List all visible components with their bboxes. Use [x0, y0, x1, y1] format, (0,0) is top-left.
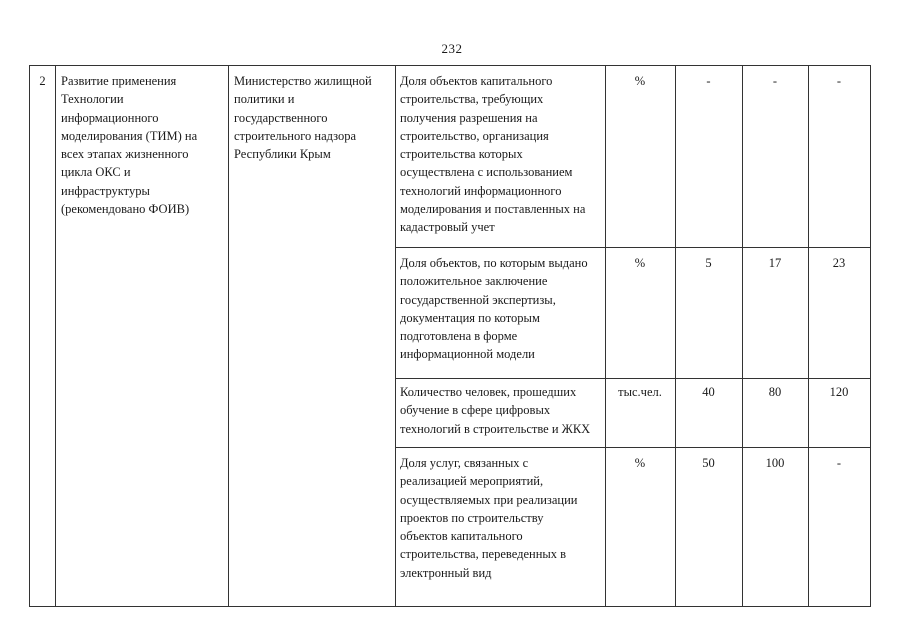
indicator-unit: тыс.чел. — [618, 385, 662, 399]
text-line: кадастровый учет — [400, 220, 495, 235]
text-line: моделирования и поставленных на — [400, 202, 586, 217]
text-line: Министерство жилищной — [234, 74, 372, 88]
row-divider — [395, 447, 870, 448]
text-line: осуществлена с использованием — [400, 165, 573, 180]
text-line: строительного надзора — [234, 128, 357, 143]
column-divider — [395, 66, 396, 606]
indicator-value: - — [836, 456, 842, 470]
indicator-value: 40 — [702, 385, 715, 399]
text-line: государственной экспертизы, — [400, 292, 556, 307]
indicator-value: - — [706, 74, 711, 88]
indicator-value: - — [772, 74, 778, 88]
indicator-unit: % — [634, 74, 646, 88]
text-line: строительства которых — [400, 147, 523, 162]
indicator-value: 5 — [705, 256, 712, 270]
text-line: строительства, требующих — [400, 92, 544, 107]
measure-cell — [61, 72, 197, 218]
text-line: инфраструктуры — [61, 183, 150, 198]
text-line: Технологии — [61, 92, 124, 107]
indicator-name — [400, 454, 578, 582]
column-divider — [742, 66, 743, 606]
column-divider — [605, 66, 606, 606]
indicator-unit: % — [634, 256, 646, 270]
text-line: подготовлена в форме — [400, 329, 518, 344]
indicator-value: 50 — [702, 456, 715, 470]
text-line: технологий в строительстве и ЖКХ — [400, 421, 591, 436]
text-line: моделирования (ТИМ) на — [61, 128, 198, 143]
text-line: информационной модели — [400, 347, 535, 362]
text-line: получения разрешения на — [400, 110, 538, 125]
indicator-value: 100 — [765, 456, 785, 470]
column-divider — [675, 66, 676, 606]
indicator-name — [400, 72, 585, 237]
text-line: технологий информационного — [400, 183, 562, 198]
column-divider — [55, 66, 56, 606]
indicator-value: 17 — [768, 256, 782, 270]
indicator-value: 120 — [829, 385, 849, 399]
text-line: проектов по строительству — [400, 510, 544, 525]
row-divider — [395, 378, 870, 379]
text-line: информационного — [61, 110, 159, 125]
column-divider — [228, 66, 229, 606]
text-line: всех этапах жизненного — [61, 147, 189, 162]
row-number: 2 — [39, 74, 46, 88]
text-line: строительства, переведенных в — [400, 547, 567, 562]
page-number: 232 — [441, 41, 463, 56]
text-line: Развитие применения — [61, 74, 177, 88]
row-divider — [395, 247, 870, 248]
text-line: строительство, организация — [400, 128, 549, 143]
text-line: цикла ОКС и — [61, 165, 131, 180]
indicator-value: 23 — [832, 256, 846, 270]
text-line: положительное заключение — [400, 274, 548, 289]
text-line: Доля объектов капитального — [400, 74, 553, 88]
text-line: документация по которым — [400, 310, 540, 325]
text-line: электронный вид — [400, 565, 492, 580]
column-divider — [808, 66, 809, 606]
text-line: государственного — [234, 110, 328, 125]
text-line: Доля объектов, по которым выдано — [400, 256, 588, 270]
indicator-name — [400, 254, 588, 364]
text-line: политики и — [234, 92, 295, 107]
text-line: реализацией мероприятий, — [400, 474, 544, 489]
text-line: Республики Крым — [234, 147, 331, 162]
executor-cell — [234, 72, 372, 163]
text-line: объектов капитального — [400, 529, 523, 544]
text-line: обучение в сфере цифровых — [400, 403, 551, 418]
indicator-value: 80 — [768, 385, 782, 399]
text-line: Количество человек, прошедших — [400, 385, 577, 399]
indicator-unit: % — [634, 456, 646, 470]
text-line: (рекомендовано ФОИВ) — [61, 202, 190, 217]
text-line: осуществляемых при реализации — [400, 492, 578, 507]
indicator-name — [400, 383, 590, 438]
indicator-value: - — [836, 74, 842, 88]
indicators-table — [29, 65, 871, 607]
text-line: Доля услуг, связанных с — [400, 456, 529, 470]
